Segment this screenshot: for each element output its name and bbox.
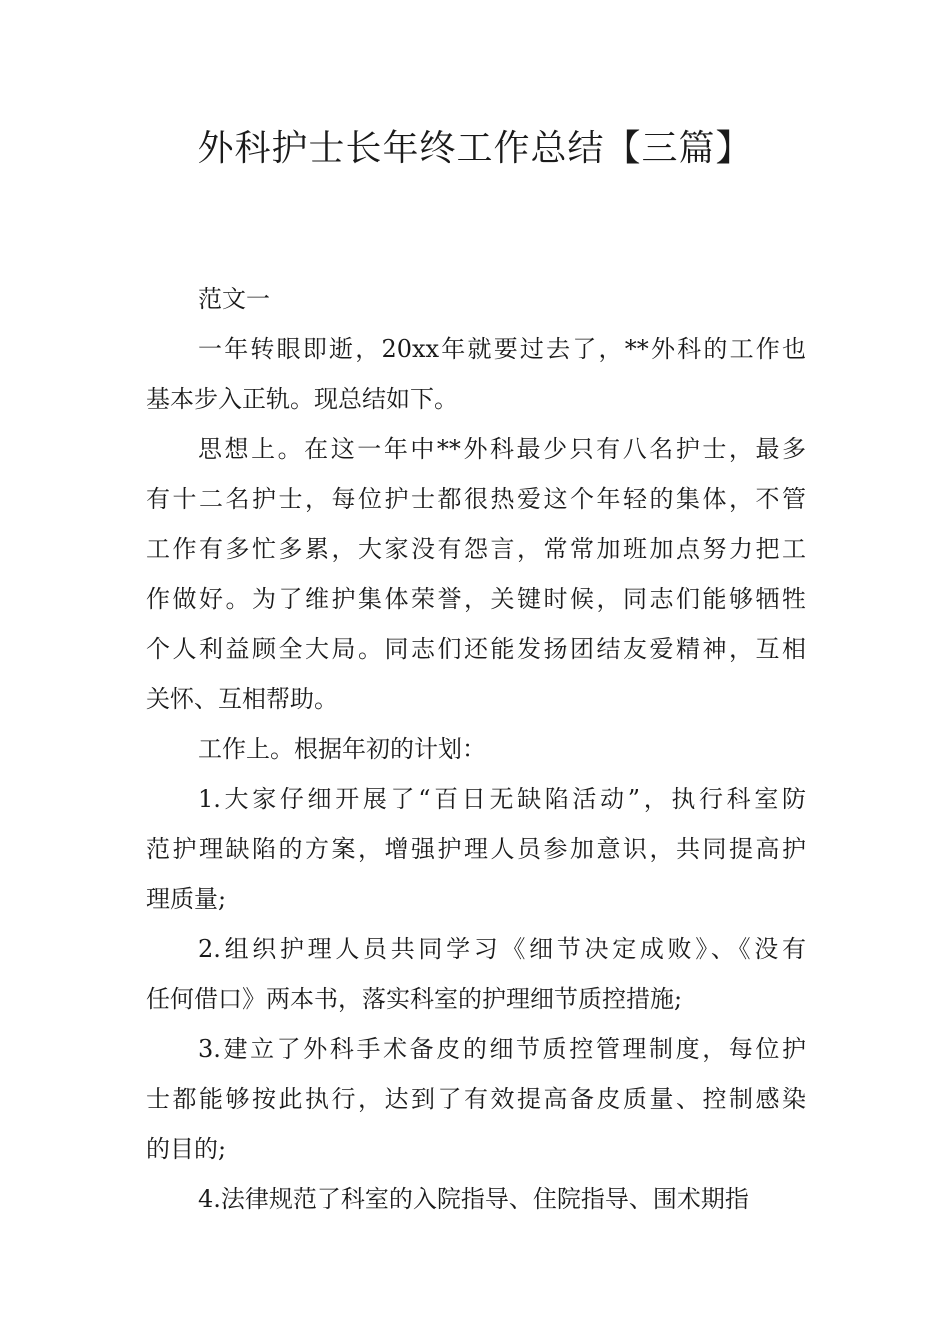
paragraph-line: 工作上。根据年初的计划： <box>198 735 486 763</box>
paragraph-line: 4.法律规范了科室的入院指导、住院指导、围术期指 <box>198 1185 749 1213</box>
paragraph-line: 理质量; <box>146 885 227 913</box>
document-body <box>146 274 806 1224</box>
paragraph-line: 思想上。在这一年中**外科最少只有八名护士，最多 <box>198 435 806 463</box>
paragraph-intro <box>146 324 806 424</box>
paragraph-line: 关怀、互相帮助。 <box>146 685 338 713</box>
paragraph-line: 范护理缺陷的方案，增强护理人员参加意识，共同提高护 <box>146 835 806 863</box>
paragraph-line: 一年转眼即逝，20xx年就要过去了，**外科的工作也 <box>198 335 806 363</box>
paragraph-line: 范文一 <box>198 285 270 313</box>
paragraph-line: 个人利益顾全大局。同志们还能发扬团结友爱精神，互相 <box>146 635 806 663</box>
document-title: 外科护士长年终工作总结【三篇】 <box>197 128 753 169</box>
paragraph-line: 作做好。为了维护集体荣誉，关键时候，同志们能够牺牲 <box>146 585 806 613</box>
paragraph-line: 工作有多忙多累，大家没有怨言，常常加班加点努力把工 <box>146 535 806 563</box>
paragraph-gongzuo <box>146 724 806 774</box>
paragraph-line: 有十二名护士，每位护士都很热爱这个年轻的集体，不管 <box>146 485 806 513</box>
paragraph-line: 1.大家仔细开展了“百日无缺陷活动”，执行科室防 <box>198 785 806 813</box>
paragraph-item-3 <box>146 1024 806 1174</box>
paragraph-item-1 <box>146 774 806 924</box>
paragraph-heading-fanwen <box>146 274 806 324</box>
paragraph-item-2 <box>146 924 806 1024</box>
paragraph-line: 3.建立了外科手术备皮的细节质控管理制度，每位护 <box>198 1035 806 1063</box>
paragraph-line: 任何借口》两本书，落实科室的护理细节质控措施; <box>146 985 683 1013</box>
paragraph-line: 基本步入正轨。现总结如下。 <box>146 385 458 413</box>
paragraph-sixiang <box>146 424 806 724</box>
paragraph-line: 2.组织护理人员共同学习《细节决定成败》、《没有 <box>198 935 806 963</box>
paragraph-item-4 <box>146 1174 806 1224</box>
paragraph-line: 士都能够按此执行，达到了有效提高备皮质量、控制感染 <box>146 1085 806 1113</box>
paragraph-line: 的目的; <box>146 1135 227 1163</box>
